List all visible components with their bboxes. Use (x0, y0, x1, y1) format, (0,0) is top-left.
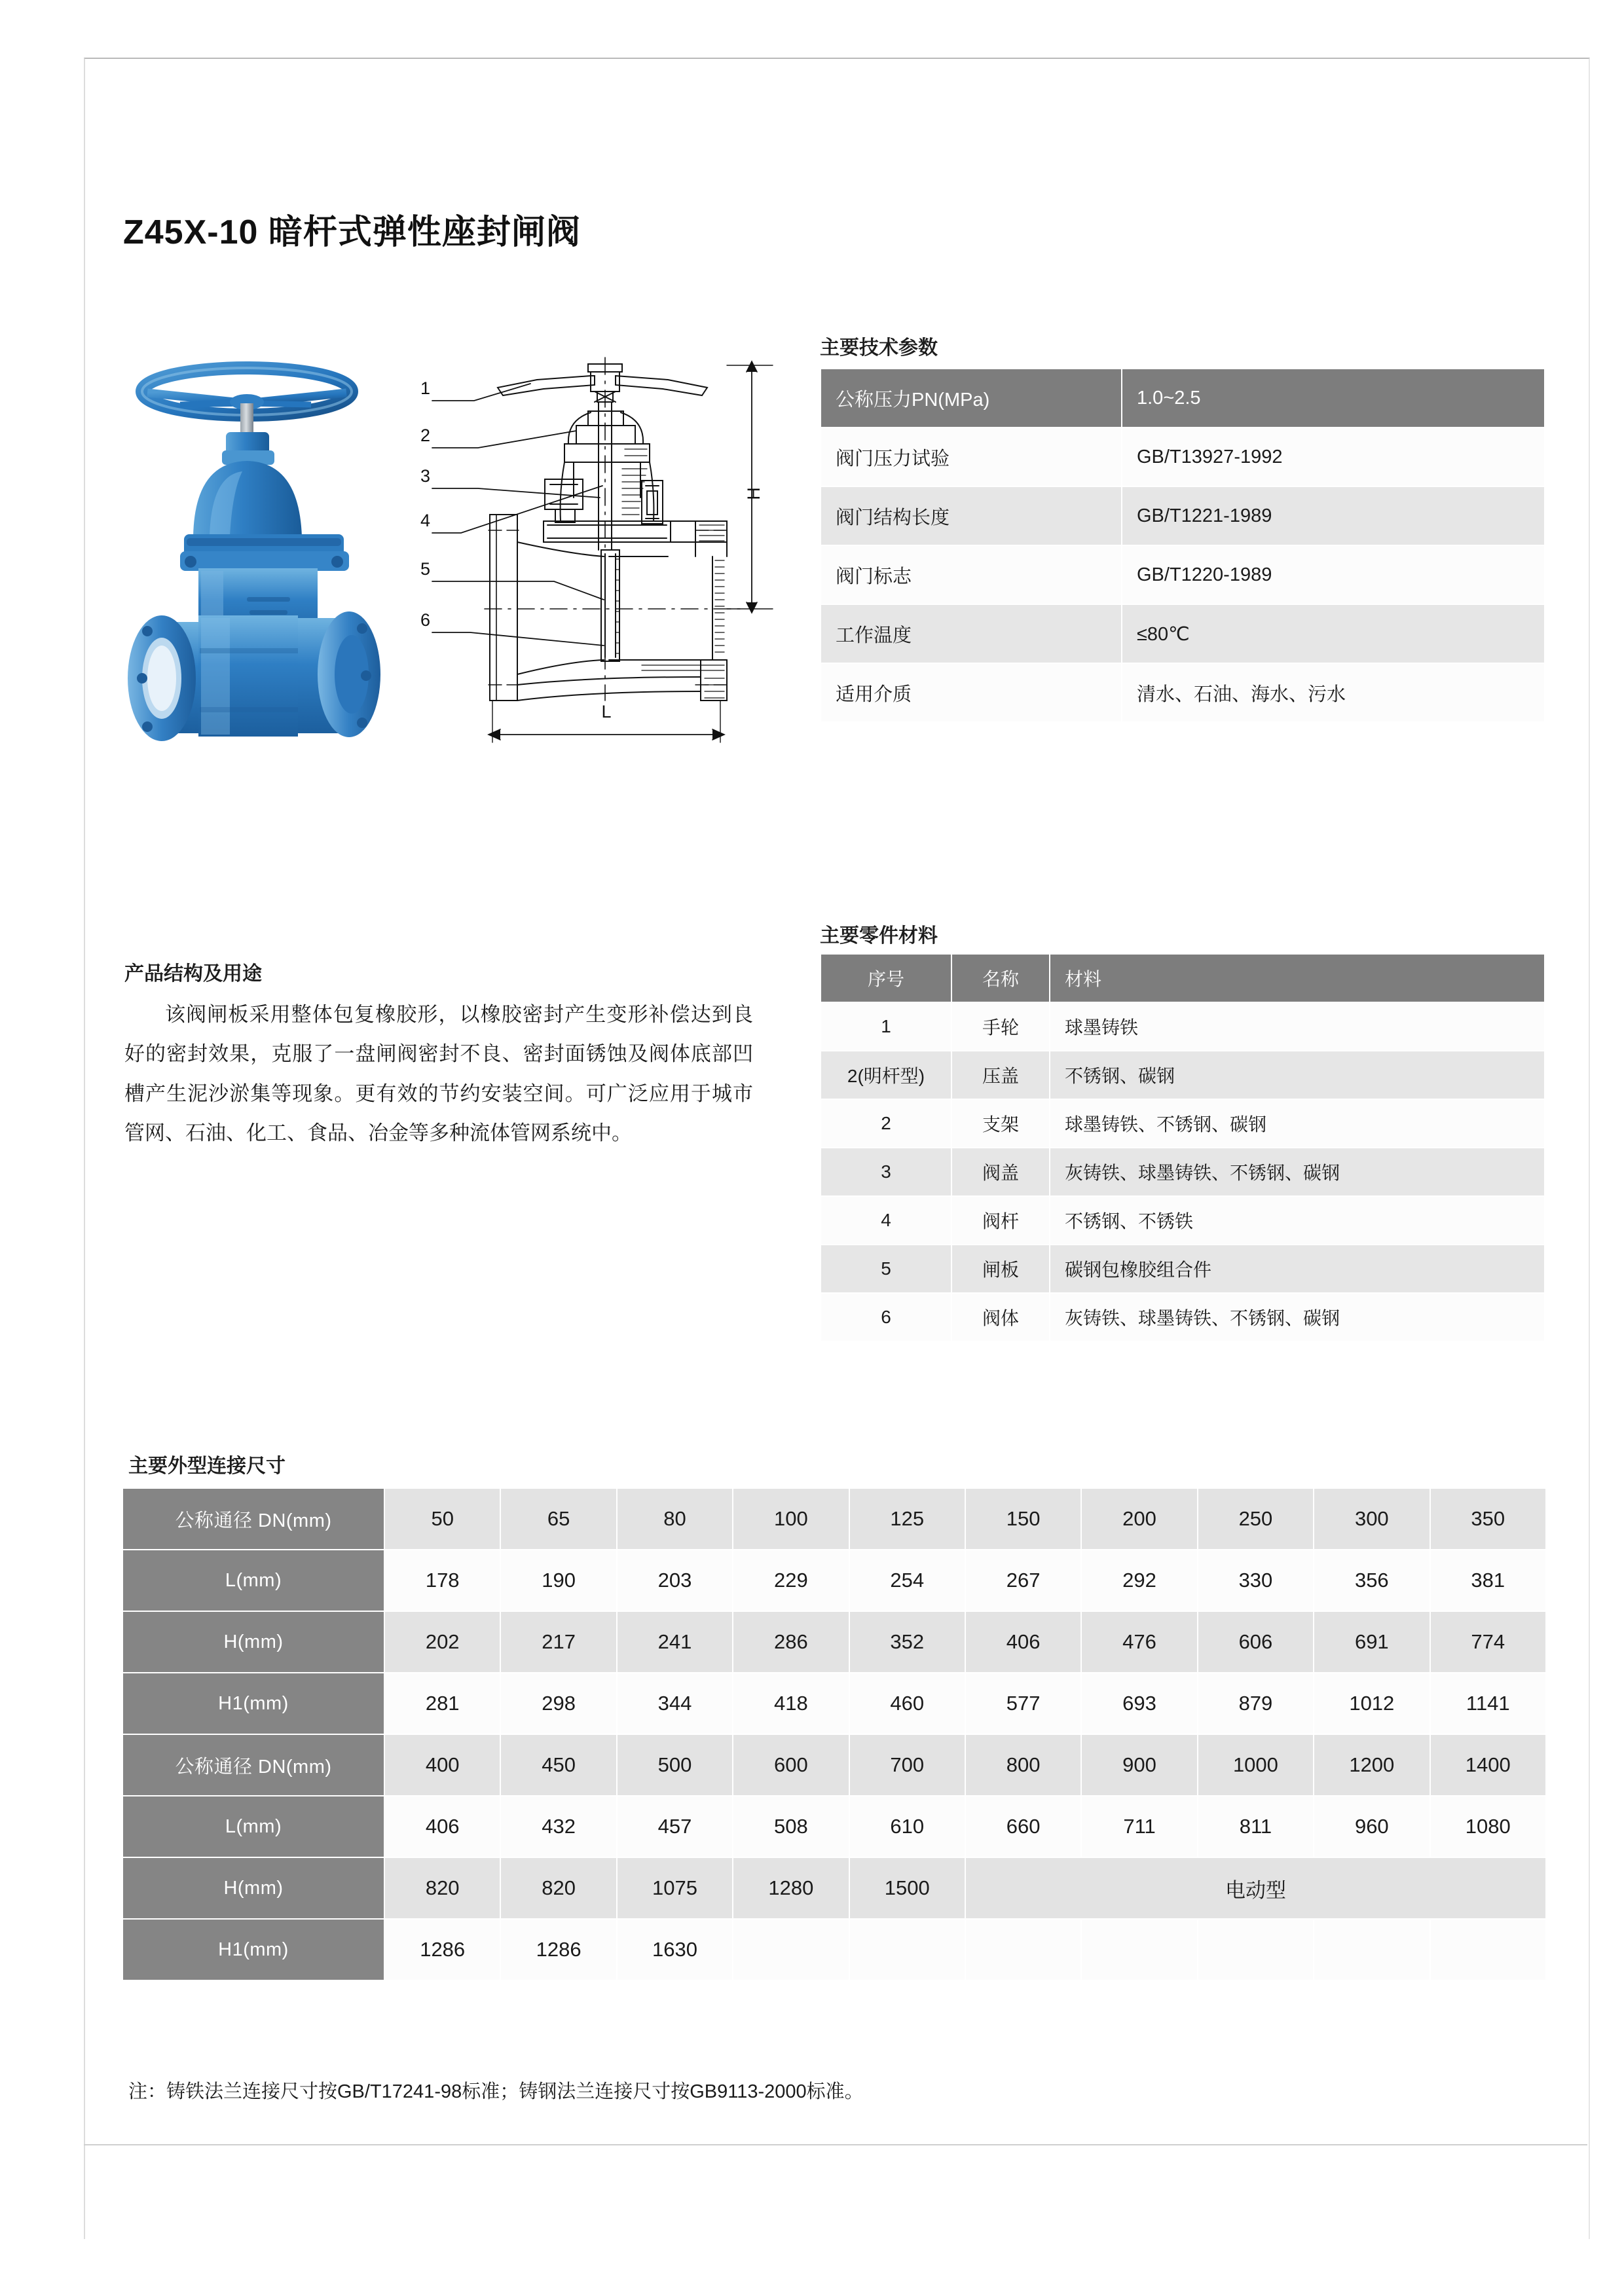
dim-cell: 1200 (1314, 1734, 1430, 1796)
dim-cell: 1286 (500, 1919, 616, 1980)
product-photo (101, 340, 429, 812)
tech-params-heading: 主要技术参数 (820, 337, 938, 359)
tech-params-table (820, 368, 1545, 723)
table-row (821, 1245, 1545, 1293)
dim-cell: 200 (1081, 1488, 1197, 1550)
table-row (821, 1148, 1545, 1196)
dim-cell (1430, 1919, 1546, 1980)
table-row (122, 1919, 1546, 1980)
dim-cell: 460 (849, 1673, 965, 1734)
dim-cell: 406 (965, 1611, 1081, 1673)
structure-paragraph: 该阀闸板采用整体包复橡胶形，以橡胶密封产生变形补偿达到良好的密封效果，克服了一盘闸阀密封不良、密封面锈蚀及阀体底部凹槽产生泥沙淤集等现象。更有效的节约安装空间。可广泛应用于城市管网、石油、化工、食品、冶金等多种流体管网系统中。 (124, 1003, 753, 1145)
dim-cell-electric-type: 电动型 (965, 1857, 1546, 1919)
tech-param-label: 工作温度 (821, 604, 1122, 663)
dim-row-label: 公称通径 DN(mm) (122, 1734, 384, 1796)
table-row (821, 1293, 1545, 1341)
dim-cell: 356 (1314, 1550, 1430, 1611)
dim-cell: 1286 (384, 1919, 500, 1980)
dim-cell: 65 (500, 1488, 616, 1550)
tech-param-label: 阀门压力试验 (821, 428, 1122, 486)
part-material: 不锈钢、碳钢 (1050, 1051, 1545, 1099)
valve-cross-section-drawing (419, 334, 805, 818)
dim-cell: 960 (1314, 1796, 1430, 1857)
dim-cell: 203 (617, 1550, 733, 1611)
dim-cell: 50 (384, 1488, 500, 1550)
dim-cell: 267 (965, 1550, 1081, 1611)
part-no: 2(明杆型) (821, 1051, 951, 1099)
tech-param-value: GB/T13927-1992 (1122, 428, 1545, 486)
dim-cell: 1080 (1430, 1796, 1546, 1857)
dim-cell: 300 (1314, 1488, 1430, 1550)
part-name: 阀盖 (951, 1148, 1050, 1196)
table-row (821, 545, 1545, 604)
part-name: 阀体 (951, 1293, 1050, 1341)
dim-cell: 820 (500, 1857, 616, 1919)
dim-cell: 1075 (617, 1857, 733, 1919)
dim-cell (1314, 1919, 1430, 1980)
table-row (122, 1734, 1546, 1796)
part-material: 球墨铸铁 (1050, 1002, 1545, 1051)
table-row (821, 428, 1545, 486)
dim-cell: 800 (965, 1734, 1081, 1796)
table-row (821, 486, 1545, 545)
part-name: 支架 (951, 1099, 1050, 1148)
dim-cell (965, 1919, 1081, 1980)
dim-cell: 879 (1198, 1673, 1314, 1734)
tech-param-value: 清水、石油、海水、污水 (1122, 663, 1545, 722)
dim-cell: 432 (500, 1796, 616, 1857)
dim-cell: 820 (384, 1857, 500, 1919)
part-name: 阀杆 (951, 1196, 1050, 1245)
part-no: 2 (821, 1099, 951, 1148)
dim-cell (1081, 1919, 1197, 1980)
dimensions-table (122, 1487, 1547, 1981)
dim-cell: 610 (849, 1796, 965, 1857)
dim-cell: 577 (965, 1673, 1081, 1734)
dim-cell: 418 (733, 1673, 849, 1734)
dim-cell: 125 (849, 1488, 965, 1550)
dim-cell: 350 (1430, 1488, 1546, 1550)
dim-cell (849, 1919, 965, 1980)
part-no: 1 (821, 1002, 951, 1051)
dim-cell (733, 1919, 849, 1980)
dim-cell: 1500 (849, 1857, 965, 1919)
dim-cell: 281 (384, 1673, 500, 1734)
dim-cell: 150 (965, 1488, 1081, 1550)
table-row (122, 1611, 1546, 1673)
table-header-row (821, 954, 1545, 1002)
page-title: Z45X-10 暗杆式弹性座封闸阀 (123, 213, 581, 251)
part-name: 闸板 (951, 1245, 1050, 1293)
dim-row-label: L(mm) (122, 1796, 384, 1857)
dim-cell: 381 (1430, 1550, 1546, 1611)
part-material: 不锈钢、不锈铁 (1050, 1196, 1545, 1245)
dimension-label-h: H (744, 487, 764, 500)
dim-cell: 344 (617, 1673, 733, 1734)
table-row (821, 1051, 1545, 1099)
column-header-name: 名称 (951, 954, 1050, 1002)
dim-cell: 900 (1081, 1734, 1197, 1796)
dim-cell: 190 (500, 1550, 616, 1611)
callout-1: 1 (420, 378, 431, 398)
part-material: 灰铸铁、球墨铸铁、不锈钢、碳钢 (1050, 1293, 1545, 1341)
tech-param-label: 公称压力PN(MPa) (821, 369, 1122, 428)
dim-cell: 286 (733, 1611, 849, 1673)
dim-cell: 606 (1198, 1611, 1314, 1673)
dim-row-label: H1(mm) (122, 1919, 384, 1980)
table-row (821, 1099, 1545, 1148)
dim-row-label: 公称通径 DN(mm) (122, 1488, 384, 1550)
dim-row-label: H1(mm) (122, 1673, 384, 1734)
table-row (122, 1796, 1546, 1857)
dim-cell: 254 (849, 1550, 965, 1611)
dim-cell: 330 (1198, 1550, 1314, 1611)
dim-cell: 600 (733, 1734, 849, 1796)
part-no: 3 (821, 1148, 951, 1196)
dim-cell: 476 (1081, 1611, 1197, 1673)
dim-cell: 660 (965, 1796, 1081, 1857)
dim-cell: 292 (1081, 1550, 1197, 1611)
dim-cell: 1141 (1430, 1673, 1546, 1734)
part-name: 手轮 (951, 1002, 1050, 1051)
dim-cell: 241 (617, 1611, 733, 1673)
dim-cell: 693 (1081, 1673, 1197, 1734)
tech-param-value: GB/T1221-1989 (1122, 486, 1545, 545)
table-row (821, 604, 1545, 663)
dim-cell: 450 (500, 1734, 616, 1796)
dim-cell: 406 (384, 1796, 500, 1857)
table-row (122, 1673, 1546, 1734)
dim-row-label: H(mm) (122, 1857, 384, 1919)
dim-cell: 1280 (733, 1857, 849, 1919)
dim-cell: 1630 (617, 1919, 733, 1980)
dim-cell: 178 (384, 1550, 500, 1611)
table-row (122, 1857, 1546, 1919)
dim-cell: 352 (849, 1611, 965, 1673)
parts-materials-heading: 主要零件材料 (820, 925, 938, 947)
dim-cell: 1012 (1314, 1673, 1430, 1734)
part-no: 5 (821, 1245, 951, 1293)
table-row (821, 369, 1545, 428)
column-header-no: 序号 (821, 954, 951, 1002)
dim-cell: 457 (617, 1796, 733, 1857)
part-material: 球墨铸铁、不锈钢、碳钢 (1050, 1099, 1545, 1148)
callout-6: 6 (420, 610, 431, 630)
dim-cell: 217 (500, 1611, 616, 1673)
dim-cell: 500 (617, 1734, 733, 1796)
dim-cell (1198, 1919, 1314, 1980)
dim-cell: 700 (849, 1734, 965, 1796)
dim-cell: 80 (617, 1488, 733, 1550)
tech-param-value: ≤80℃ (1122, 604, 1545, 663)
tech-param-label: 适用介质 (821, 663, 1122, 722)
tech-param-value: GB/T1220-1989 (1122, 545, 1545, 604)
dim-cell: 400 (384, 1734, 500, 1796)
table-row (821, 663, 1545, 722)
dim-cell: 202 (384, 1611, 500, 1673)
page-border-bottom (84, 2144, 1587, 2145)
tech-param-value: 1.0~2.5 (1122, 369, 1545, 428)
part-no: 4 (821, 1196, 951, 1245)
part-material: 灰铸铁、球墨铸铁、不锈钢、碳钢 (1050, 1148, 1545, 1196)
dim-cell: 100 (733, 1488, 849, 1550)
part-material: 碳钢包橡胶组合件 (1050, 1245, 1545, 1293)
dim-cell: 1000 (1198, 1734, 1314, 1796)
dim-cell: 250 (1198, 1488, 1314, 1550)
dim-cell: 774 (1430, 1611, 1546, 1673)
dimension-label-l: L (601, 702, 612, 721)
column-header-material: 材料 (1050, 954, 1545, 1002)
tech-param-label: 阀门结构长度 (821, 486, 1122, 545)
dim-cell: 691 (1314, 1611, 1430, 1673)
dim-row-label: H(mm) (122, 1611, 384, 1673)
dim-row-label: L(mm) (122, 1550, 384, 1611)
part-no: 6 (821, 1293, 951, 1341)
dim-cell: 711 (1081, 1796, 1197, 1857)
callout-2: 2 (420, 426, 431, 445)
dim-cell: 811 (1198, 1796, 1314, 1857)
footnote: 注：铸铁法兰连接尺寸按GB/T17241-98标准；铸钢法兰连接尺寸按GB9113-2000标准。 (128, 2081, 864, 2102)
callout-3: 3 (420, 466, 431, 486)
tech-param-label: 阀门标志 (821, 545, 1122, 604)
callout-4: 4 (420, 511, 431, 530)
dim-cell: 298 (500, 1673, 616, 1734)
dim-cell: 1400 (1430, 1734, 1546, 1796)
dim-cell: 229 (733, 1550, 849, 1611)
table-row (122, 1488, 1546, 1550)
table-row (821, 1002, 1545, 1051)
dim-cell: 508 (733, 1796, 849, 1857)
parts-materials-table (820, 953, 1545, 1342)
table-row (821, 1196, 1545, 1245)
structure-heading: 产品结构及用途 (124, 963, 262, 985)
table-row (122, 1550, 1546, 1611)
part-name: 压盖 (951, 1051, 1050, 1099)
dimensions-heading: 主要外型连接尺寸 (128, 1455, 286, 1477)
callout-5: 5 (420, 559, 431, 579)
